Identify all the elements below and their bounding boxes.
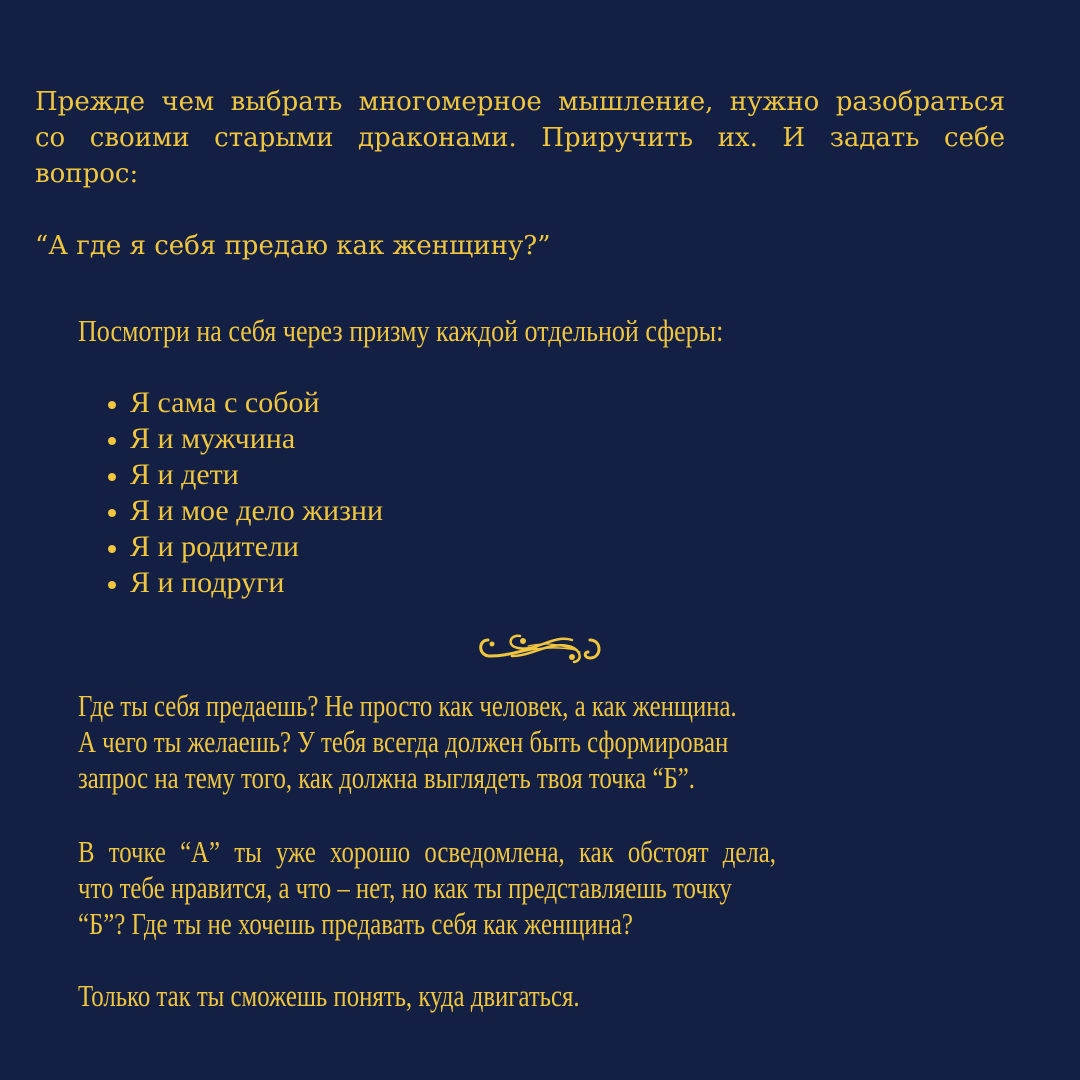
intro-line: со своими старыми драконами. Приручить их. И задать себе — [35, 123, 1005, 153]
intro-line: Прежде чем выбрать многомерное мышление, нужно разобраться — [35, 87, 1005, 117]
list-item-label: Я и мужчина — [130, 422, 296, 455]
paragraph-line: что тебе нравится, а что – нет, но как ты представляешь точку — [78, 870, 732, 905]
paragraph-point-b — [78, 688, 1003, 796]
spheres-list — [104, 385, 383, 601]
flourish-ornament-icon — [476, 626, 604, 668]
intro-paragraph — [35, 84, 1005, 192]
intro-line: вопрос: — [35, 159, 139, 189]
list-item-label: Я и мое дело жизни — [130, 494, 384, 527]
paragraph-point-a — [78, 834, 1003, 942]
paragraph-line: В точке “А” ты уже хорошо осведомлена, как обстоят дела, — [78, 834, 777, 869]
paragraph-line: “Б”? Где ты не хочешь предавать себя как женщина? — [78, 906, 633, 941]
list-item — [104, 493, 383, 529]
list-item — [104, 421, 383, 457]
closing-paragraph — [78, 978, 1003, 1014]
paragraph-line: запрос на тему того, как должна выглядеть твоя точка “Б”. — [78, 760, 695, 795]
list-item — [104, 565, 383, 601]
bullet-icon — [108, 473, 116, 481]
list-item-label: Я и дети — [130, 458, 239, 491]
bullet-icon — [108, 401, 116, 409]
bullet-icon — [108, 509, 116, 517]
paragraph-line: Только так ты сможешь понять, куда двигаться. — [78, 978, 580, 1013]
list-item-label: Я и родители — [130, 530, 299, 563]
prism-intro-text: Посмотри на себя через призму каждой отдельной сферы: — [78, 313, 724, 348]
bullet-icon — [108, 581, 116, 589]
list-item — [104, 457, 383, 493]
paragraph-line: Где ты себя предаешь? Не просто как человек, а как женщина. — [78, 688, 737, 723]
list-item — [104, 385, 383, 421]
list-item — [104, 529, 383, 565]
bullet-icon — [108, 545, 116, 553]
paragraph-line: А чего ты желаешь? У тебя всегда должен быть сформирован — [78, 724, 729, 759]
bullet-icon — [108, 437, 116, 445]
list-item-label: Я и подруги — [130, 566, 285, 599]
list-item-label: Я сама с собой — [130, 386, 320, 419]
key-question-quote: “А где я себя предаю как женщину?” — [35, 231, 551, 261]
